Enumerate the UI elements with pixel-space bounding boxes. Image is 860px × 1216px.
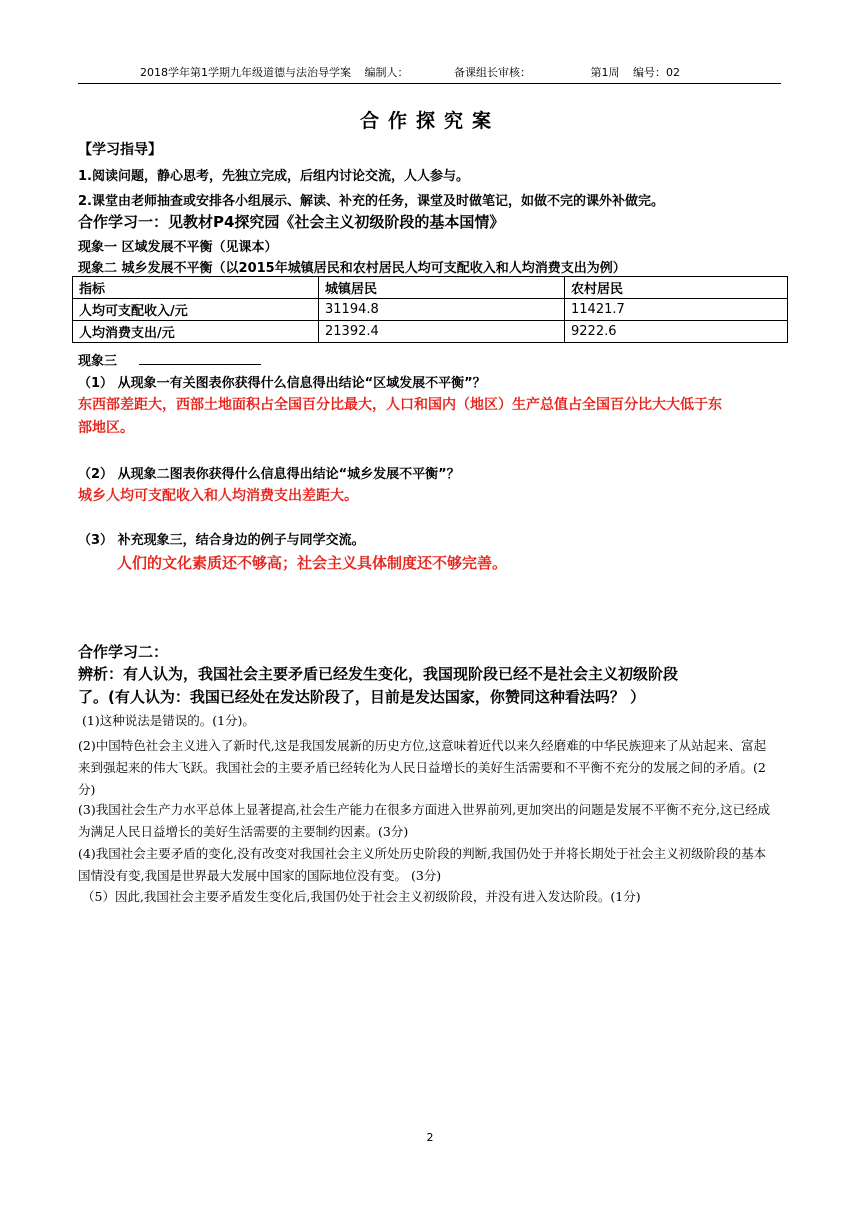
answer-3: 人们的文化素质还不够高；社会主义具体制度还不够完善。: [117, 554, 508, 572]
table-cell: 31194.8: [319, 299, 565, 321]
table-header-row: [73, 277, 788, 299]
table-cell: 人均消费支出/元: [73, 321, 319, 343]
income-table: [72, 276, 788, 343]
table-header-cell: 城镇居民: [319, 277, 565, 299]
blank-fill-line: [139, 352, 261, 365]
table-row: [73, 299, 788, 321]
question-2: （2） 从现象二图表你获得什么信息得出结论“城乡发展不平衡”？: [78, 467, 460, 482]
guide-heading: 【学习指导】: [78, 142, 162, 158]
header-editor: 编制人：: [364, 66, 409, 79]
table-cell: 人均可支配收入/元: [73, 299, 319, 321]
header-reviewer: 备课组长审核：: [454, 66, 531, 79]
page-title: 合作探究案: [359, 110, 500, 132]
study2-answer-1: (1)这种说法是错误的。(1分)。: [82, 713, 255, 728]
study2-answer-2: (2)中国特色社会主义进入了新时代,这是我国发展新的历史方位,这意味着近代以来久经磨难的中华民族迎来了从站起来、富起来到强起来的伟大飞跃。我国社会的主要矛盾已经转化为人民日益增长的美好生活需要和不平衡不充分的发展之间的矛盾。(2分): [78, 738, 767, 797]
study2-prompt-line-2: 了。(有人认为：我国已经处在发达阶段了，目前是发达国家，你赞同这种看法吗？ ）: [78, 688, 646, 706]
study2-answer-3: (3)我国社会生产力水平总体上显著提高,社会生产能力在很多方面进入世界前列,更加突出的问题是发展不平衡不充分,这已经成为满足人民日益增长的美好生活需要的主要制约因素。(3分): [78, 802, 771, 839]
answer-1-line-2: 部地区。: [78, 420, 134, 436]
page-number: 2: [426, 1131, 434, 1144]
study2-prompt-line-1: 辨析：有人认为，我国社会主要矛盾已经发生变化，我国现阶段已经不是社会主义初级阶段: [78, 665, 679, 683]
table-cell: 21392.4: [319, 321, 565, 343]
phenomenon-2: 现象二 城乡发展不平衡（以2015年城镇居民和农村居民人均可支配收入和人均消费支出为例）: [78, 261, 626, 276]
study2-answer-4: (4)我国社会主要矛盾的变化,没有改变对我国社会主义所处历史阶段的判断,我国仍处于并将长期处于社会主义初级阶段的基本国情没有变,我国是世界最大发展中国家的国际地位没有变。 (3分): [78, 846, 767, 883]
study2-answer-5: （5）因此,我国社会主要矛盾发生变化后,我国仍处于社会主义初级阶段，并没有进入发达阶段。(1分): [82, 889, 641, 904]
answer-2: 城乡人均可支配收入和人均消费支出差距大。: [78, 488, 358, 504]
phenomenon-3: [78, 350, 261, 369]
table-row: [73, 321, 788, 343]
phenomenon-1: 现象一 区域发展不平衡（见课本）: [78, 240, 278, 255]
guide-item-2: 2.课堂由老师抽查或安排各小组展示、解读、补充的任务，课堂及时做笔记，如做不完的课外补做完。: [78, 194, 664, 209]
table-header-cell: 指标: [73, 277, 319, 299]
study1-heading: 合作学习一：见教材P4探究园《社会主义初级阶段的基本国情》: [78, 213, 505, 231]
phenomenon-3-label: 现象三: [78, 354, 118, 369]
header-title: 2018学年第1学期九年级道德与法治导学案: [140, 66, 351, 79]
table-cell: 11421.7: [565, 299, 788, 321]
guide-item-1: 1.阅读问题，静心思考，先独立完成，后组内讨论交流，人人参与。: [78, 169, 469, 184]
table-header-cell: 农村居民: [565, 277, 788, 299]
header-number: 编号：02: [633, 66, 680, 79]
table-cell: 9222.6: [565, 321, 788, 343]
answer-1-line-1: 东西部差距大，西部土地面积占全国百分比最大，人口和国内（地区）生产总值占全国百分比大大低于东: [78, 397, 722, 413]
study2-heading: 合作学习二：: [78, 643, 169, 661]
question-3: （3） 补充现象三，结合身边的例子与同学交流。: [78, 533, 365, 548]
page-header: [78, 64, 781, 84]
question-1: （1） 从现象一有关图表你获得什么信息得出结论“区域发展不平衡”？: [78, 376, 486, 391]
header-week: 第1周: [590, 66, 620, 79]
